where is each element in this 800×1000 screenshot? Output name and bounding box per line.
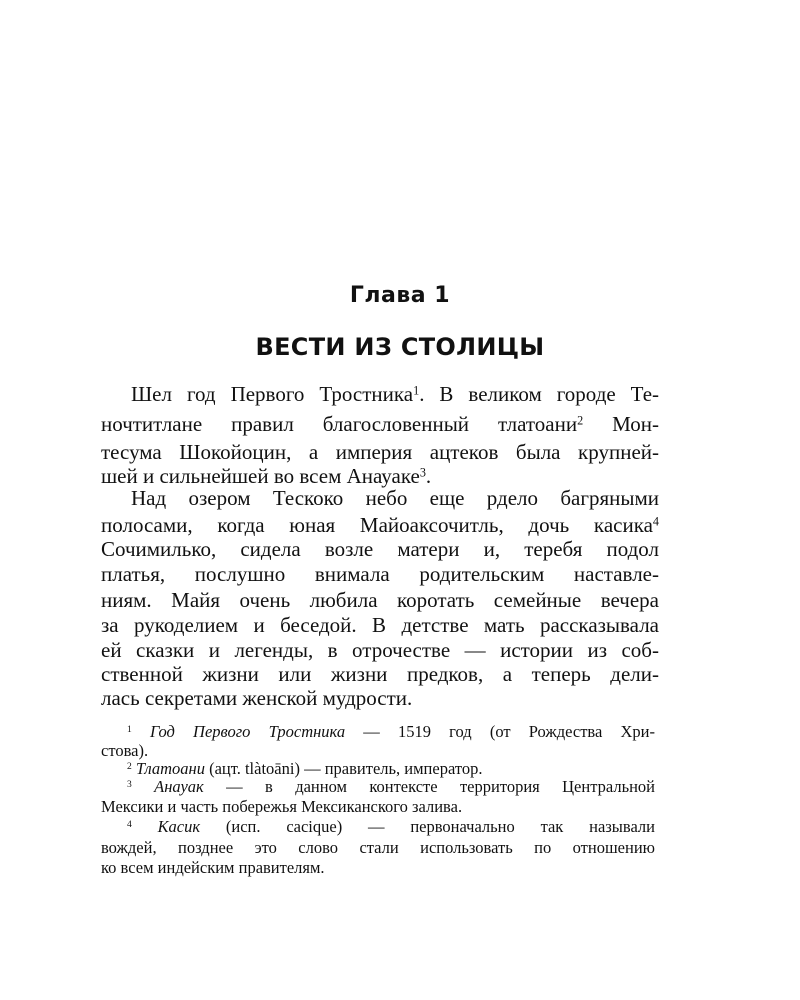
text-line: лась секретами женской мудрости. <box>101 686 413 710</box>
text-line: ниям. Майя очень любила коротать семейные вечера <box>101 588 659 612</box>
footnote-ref[interactable]: 1 <box>413 383 420 398</box>
footnote-1: $^1$ Год Первого Тростника — 1519 год (от Рождества Хри- <box>127 722 656 741</box>
text-line: ственной жизни или жизни предков, а теперь дели- <box>101 662 659 686</box>
text-line: Сочимилько, сидела возле матери и, теребя подол <box>101 537 659 561</box>
footnote-ref[interactable]: 4 <box>652 514 659 529</box>
footnote-ref[interactable]: 3 <box>419 465 426 480</box>
text-line: ночтитлане правил благословенный тлатоани$^2$ Мон- <box>101 412 659 436</box>
text-line: тесума Шокойоцин, а империя ацтеков была крупней- <box>101 440 659 464</box>
text-line: платья, послушно внимала родительским наставле- <box>101 562 659 586</box>
footnote-4-cont: вождей, позднее это слово стали использовать по отношению <box>101 838 655 857</box>
text-line: шей и сильнейшей во всем Анауаке$^3$. <box>101 464 432 488</box>
footnote-4: $^4$ Касик (исп. cacique) — первоначально так называли <box>127 817 655 836</box>
text-line: Шел год Первого Тростника$^1$. В великом городе Те- <box>131 382 660 406</box>
footnote-ref[interactable]: 2 <box>577 413 584 428</box>
footnote-2: $^2$ Тлатоани (ацт. tlàtoāni) — правитель, император. <box>127 759 483 778</box>
text-line: ей сказки и легенды, в отрочестве — истории из соб- <box>101 638 659 662</box>
text-line: за рукоделием и беседой. В детстве мать рассказывала <box>101 613 659 637</box>
footnote-3-cont: Мексики и часть побережья Мексиканского залива. <box>101 797 463 816</box>
chapter-label: Глава 1 <box>349 283 451 308</box>
footnote-1-cont: стова). <box>101 741 149 760</box>
text-line: полосами, когда юная Майоаксочитль, дочь касика$^4$ <box>101 513 659 537</box>
chapter-title: ВЕСТИ ИЗ СТОЛИЦЫ <box>255 333 545 361</box>
footnote-4-cont: ко всем индейским правителям. <box>101 858 325 877</box>
footnote-3: $^3$ Анауак — в данном контексте территория Центральной <box>127 777 656 796</box>
text-line: Над озером Тескоко небо еще рдело багряными <box>131 486 659 510</box>
